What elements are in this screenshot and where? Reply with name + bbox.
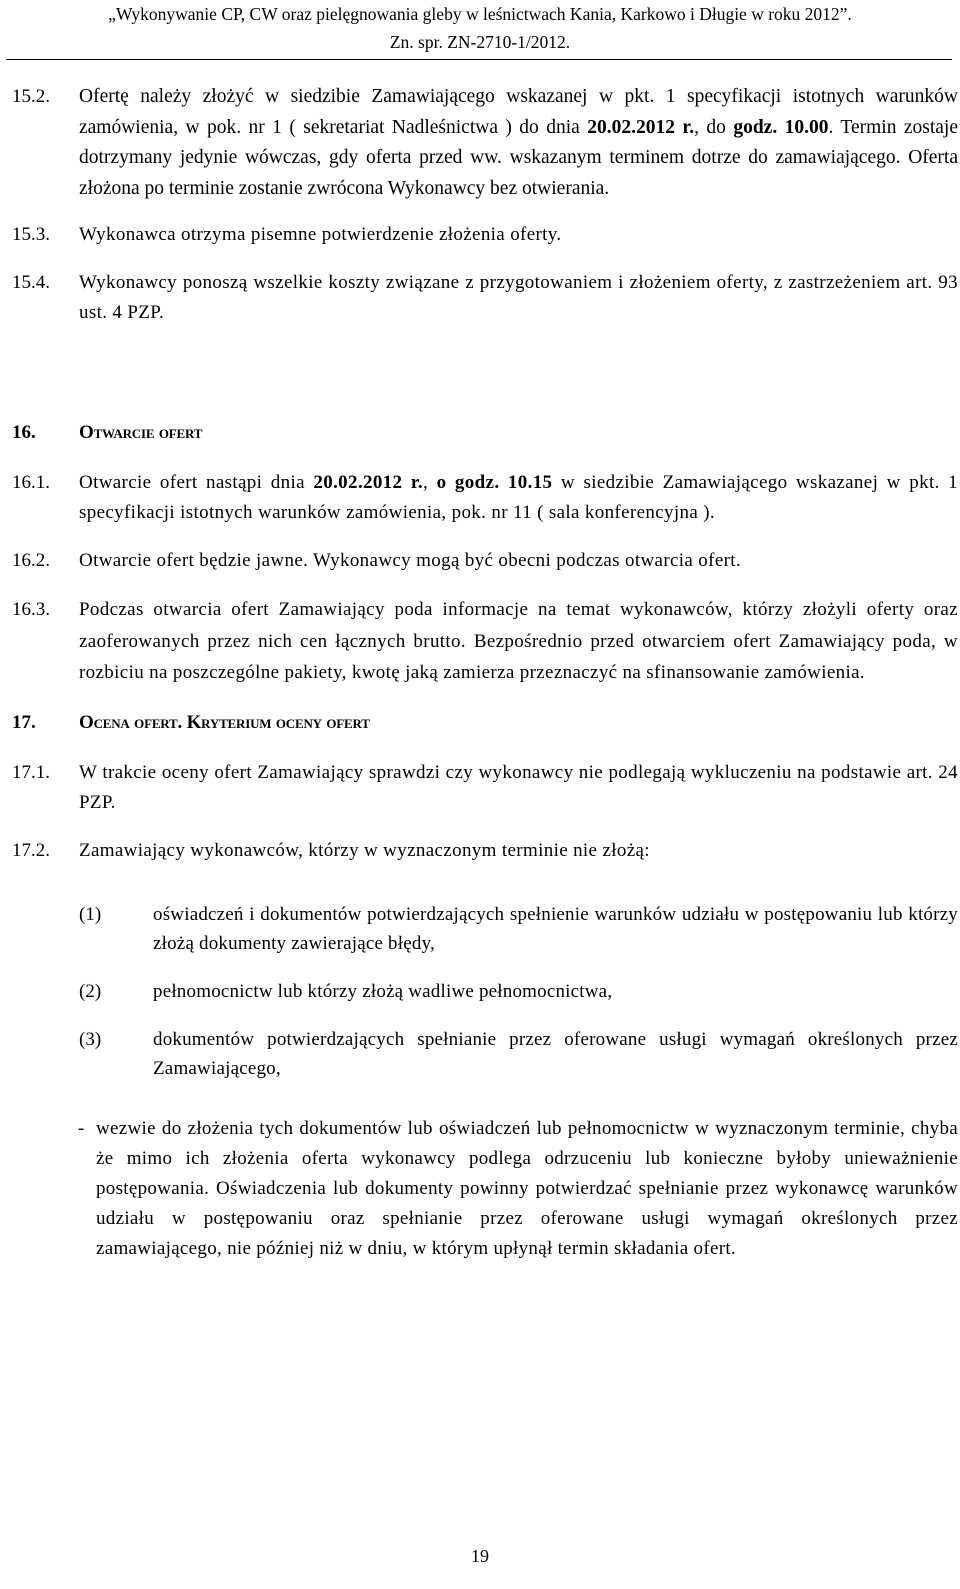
list-item-text: dokumentów potwierdzających spełnianie przez oferowane usługi wymagań określonych przez Zamawiającego, [153, 1028, 958, 1079]
page-header [0, 0, 960, 56]
section-17-2 [12, 836, 958, 866]
section-number: 15.4. [12, 272, 50, 293]
section-15-4 [12, 268, 958, 328]
section-number: 17.2. [12, 839, 50, 861]
heading-16 [12, 418, 958, 448]
section-text [79, 468, 958, 528]
opening-date: 20.02.2012 r. [313, 472, 423, 493]
section-number: 15.2. [12, 86, 50, 107]
section-text: Otwarcie ofert będzie jawne. Wykonawcy mogą być obecni podczas otwarcia ofert. [79, 550, 742, 571]
section-text: Wykonawcy ponoszą wszelkie koszty związane z przygotowaniem i złożeniem oferty, z zastrzeżeniem art. 93 ust. 4 PZP. [79, 272, 958, 323]
list-item-text: oświadczeń i dokumentów potwierdzających spełnienie warunków udziału w postępowaniu lub którzy złożą dokumenty zawierające błędy, [153, 903, 958, 954]
heading-17 [12, 708, 958, 738]
list-item-number: (3) [79, 1028, 102, 1050]
section-16-2 [12, 546, 958, 576]
section-number: 16.3. [12, 599, 50, 620]
header-title: „Wykonywanie CP, CW oraz pielęgnowania gleby w leśnictwach Kania, Karkowo i Długie w roku 2012”. [108, 4, 852, 24]
list-item [79, 977, 958, 1006]
section-16-1 [12, 468, 958, 528]
text-fragment: w siedzibie Zamawiającego wskazanej w pkt. 1 specyfikacji istotnych warunków zamówienia, pok. nr 11 ( sala konferencyjna ). [79, 472, 959, 523]
section-text: Podczas otwarcia ofert Zamawiający poda informacje na temat wykonawców, którzy złożyli oferty oraz zaoferowanych przez nich cen łącznych brutto. Bezpośrednio przed otwarciem ofert Zamawiający poda, w rozbiciu na poszczególne pakiety, kwotę jaką zamierza przeznaczyć na sfinansowanie zamówienia. [79, 599, 958, 683]
text-fragment: , [423, 472, 437, 493]
text-fragment: Otwarcie ofert nastąpi dnia [79, 472, 314, 493]
section-text [79, 82, 958, 204]
section-text: W trakcie oceny ofert Zamawiający sprawdzi czy wykonawcy nie podlegają wykluczeniu na podstawie art. 24 PZP. [79, 761, 958, 813]
page-number: 19 [471, 1546, 489, 1566]
document-body [12, 82, 958, 1264]
section-number: 15.3. [12, 224, 50, 245]
heading-number: 16. [12, 422, 36, 443]
dash-paragraph [78, 1114, 958, 1264]
text-fragment: , do [694, 116, 734, 138]
list-item [79, 900, 958, 958]
section-text: Wykonawca otrzyma pisemne potwierdzenie złożenia oferty. [79, 224, 562, 245]
list-item-number: (2) [79, 980, 102, 1002]
header-reference: Zn. spr. ZN-2710-1/2012. [389, 32, 571, 52]
section-number: 16.2. [12, 550, 50, 571]
list-item [79, 1025, 958, 1083]
section-15-2 [12, 82, 958, 204]
header-divider [6, 59, 952, 60]
section-15-3 [12, 220, 958, 250]
list-item-number: (1) [79, 903, 102, 925]
dash-text: wezwie do złożenia tych dokumentów lub oświadczeń lub pełnomocnictw w wyznaczonym terminie, chyba że mimo ich złożenia oferta wykonawcy podlega odrzuceniu lub konieczne byłoby unieważnienie postępowania. Oświadczenia lub dokumenty powinny potwierdzać spełnianie przez wykonawcę warunków udziału w postępowaniu oraz spełnianie przez oferowane usługi wymagań określonych przez zamawiającego, nie później niż w dniu, w którym upłynął termin składania ofert. [96, 1117, 958, 1259]
opening-time: o godz. 10.15 [436, 472, 553, 493]
section-text: Zamawiający wykonawców, którzy w wyznaczonym terminie nie złożą: [79, 839, 650, 861]
dash-marker: - [78, 1117, 85, 1139]
section-number: 16.1. [12, 472, 50, 493]
section-17-1 [12, 758, 958, 818]
text-fragment: Ofertę należy złożyć w siedzibie Zamawiającego wskazanej w pkt. 1 specyfikacji istotnych warunków zamówienia, w pok. nr 1 ( sekretariat Nadleśnictwa ) do dnia [79, 86, 958, 138]
deadline-date: 20.02.2012 r. [587, 116, 695, 138]
deadline-time: godz. 10.00 [733, 116, 829, 138]
list-item-text: pełnomocnictw lub którzy złożą wadliwe pełnomocnictwa, [153, 980, 613, 1002]
heading-number: 17. [12, 711, 36, 733]
heading-title: Otwarcie ofert [79, 422, 203, 443]
text-fragment: . Termin zostaje dotrzymany jedynie wówczas, gdy oferta przed ww. wskazanym terminem dotrze do zamawiającego. Oferta złożona po terminie zostanie zwrócona Wykonawcy bez otwierania. [79, 116, 959, 199]
heading-title: Ocena ofert. Kryterium oceny ofert [79, 711, 370, 733]
section-16-3 [12, 594, 958, 689]
section-number: 17.1. [12, 761, 50, 783]
